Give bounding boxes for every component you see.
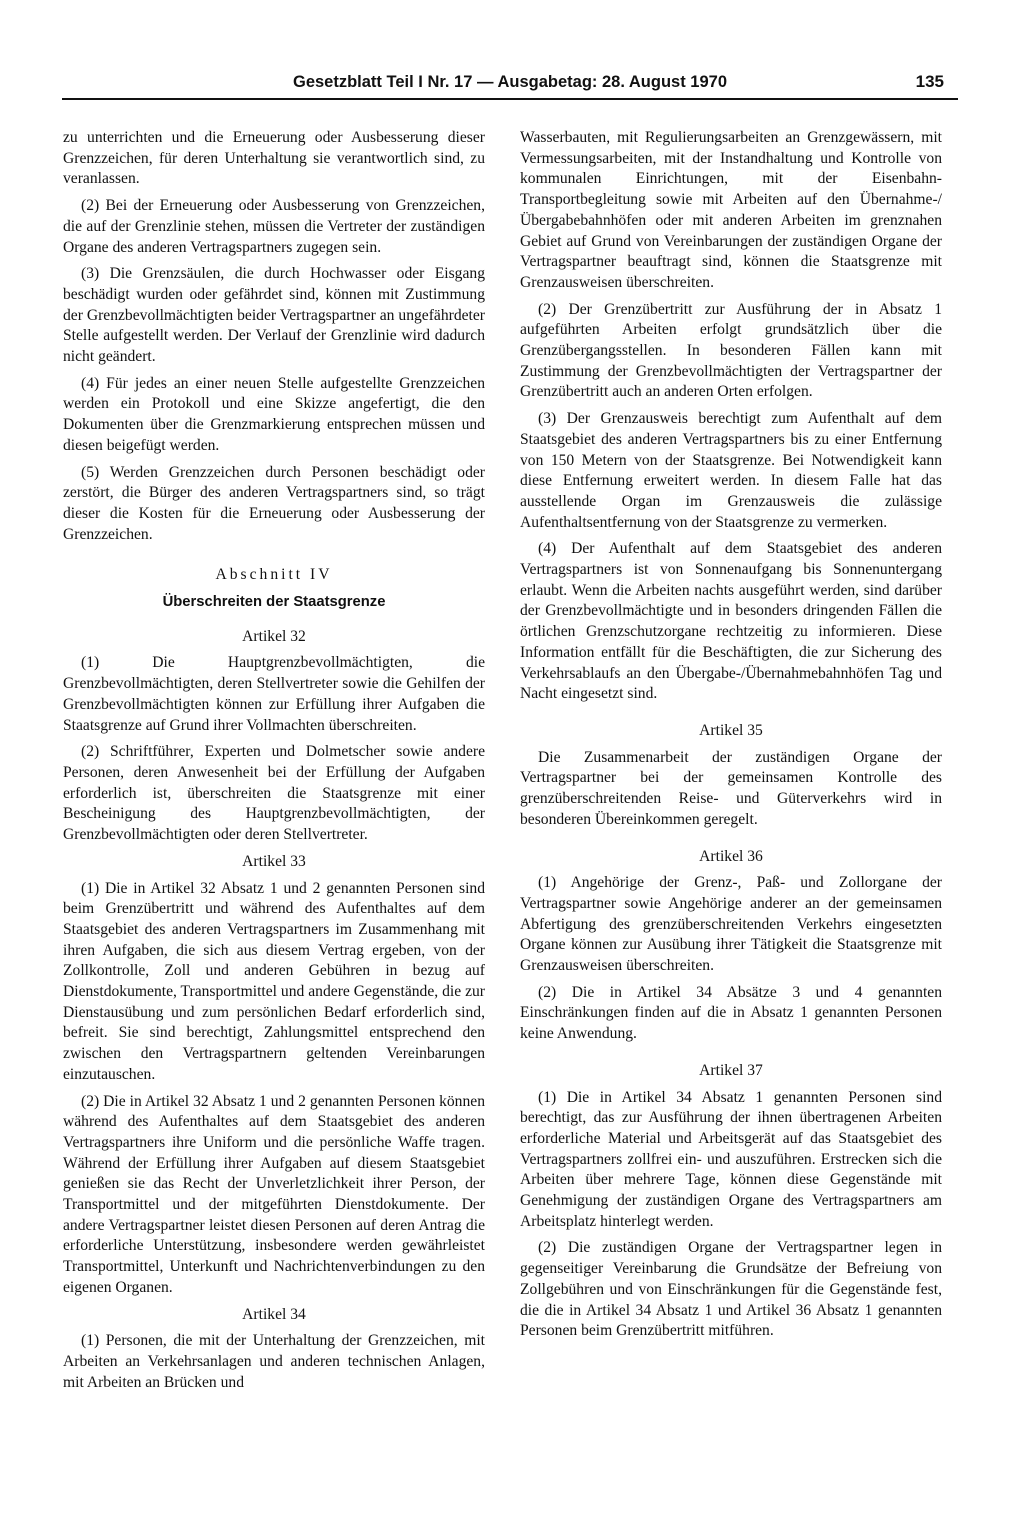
paragraph: (1) Die Hauptgrenzbevollmächtigten, die Grenzbevollmächtigten, deren Stellvertreter sowie die Gehilfen der Grenzbevollmächtigten können zur Erfüllung ihrer Aufgaben die Staatsgrenze auf Grund ihrer Vollmachten überschreiten. — [63, 654, 485, 734]
paragraph: (2) Die in Artikel 32 Absatz 1 und 2 genannten Personen können während des Aufenthaltes auf dem Staatsgebiet des anderen Vertragspartners ihre Uniform und die persönliche Waffe tragen. Während der Erfüllung ihrer Aufgaben auf diesem Staatsgebiet genießen sie das Recht der Unverletzlichkeit ihrer Person, der Transportmittel und der mitgeführten Dienstdokumente. Der andere Vertragspartner leistet diesen Personen auf deren Antrag die erforderliche Unterstützung, insbesondere werden gewährleistet Transportmittel, Unterkunft und Nachrichtenverbindungen zu den eigenen Organen. — [63, 1092, 485, 1296]
article-heading: Artikel 34 — [242, 1305, 306, 1323]
paragraph: (2) Die in Artikel 34 Absätze 3 und 4 genannten Einschränkungen finden auf die in Absatz 1 genannten Personen keine Anwendung. — [520, 983, 942, 1043]
paragraph: (2) Der Grenzübertritt zur Ausführung der in Absatz 1 aufgeführten Arbeiten erfolgt grundsätzlich über die Grenzübergangsstellen. In besonderen Fällen kann mit Zustimmung der Grenzbevollmächtigten der Vertragspartner der Grenzübertritt auch an anderen Orten erfolgen. — [520, 300, 942, 401]
paragraph: (1) Die in Artikel 34 Absatz 1 genannten Personen sind berechtigt, das zur Ausführung der ihnen übertragenen Arbeiten erforderliche Material und Arbeitsgerät auf das Staatsgebiet des Vertragspartners zollfrei ein- und auszuführen. Erstrecken sich die Arbeiten über mehrere Tage, können diese Gegenstände mit Genehmigung der zuständigen Organe des Vertragspartners am Arbeitsplatz hinterlegt werden. — [520, 1088, 942, 1230]
paragraph: (4) Für jedes an einer neuen Stelle aufgestellte Grenzzeichen werden ein Protokoll und eine Skizze angefertigt, die den Dokumenten über die Grenzmarkierung entsprechen müssen und diesen beigefügt werden. — [63, 374, 485, 454]
paragraph: (3) Die Grenzsäulen, die durch Hochwasser oder Eisgang beschädigt wurden oder gefährdet sind, können mit Zustimmung der Grenzbevollmächtigten beider Vertragspartner an ungefährdeter Stelle aufgestellt werden. Der Verlauf der Grenzlinie wird dadurch nicht geändert. — [63, 265, 485, 366]
article-heading: Artikel 37 — [699, 1061, 763, 1079]
paragraph: (3) Der Grenzausweis berechtigt zum Aufenthalt auf dem Staatsgebiet des anderen Vertragspartners bis zu einer Entfernung von 150 Metern von der Staatsgrenze. Bei Notwendigkeit kann diese Entfernung erweitert werden. In diesem Falle hat das ausstellende Organ im Grenzausweis die zulässige Aufenthaltsentfernung von der Staatsgrenze zu vermerken. — [520, 410, 942, 531]
page-header — [62, 72, 958, 100]
right-column — [520, 128, 942, 1348]
section-title: Überschreiten der Staatsgrenze — [162, 594, 386, 611]
paragraph: (4) Der Aufenthalt auf dem Staatsgebiet des anderen Vertragspartners ist von Sonnenaufgang bis Sonnenuntergang erlaubt. Wenn die Arbeiten nachts ausgeführt werden, sind darüber der Grenzbevollmächtigte und in besonders dringenden Fällen die örtlichen Grenzschutzorgane rechtzeitig zu informieren. Diese Information entfällt für die Beschäftigten, die zur Sicherung des Verkehrsablaufs an den Übergabe-/Übernahmebahnhöfen Tag und Nacht eingesetzt sind. — [520, 540, 942, 703]
article-heading: Artikel 36 — [699, 847, 763, 865]
article-heading: Artikel 32 — [242, 627, 306, 645]
article-heading: Artikel 35 — [699, 721, 763, 739]
paragraph: (1) Die in Artikel 32 Absatz 1 und 2 genannten Personen sind beim Grenzübertritt und während des Aufenthaltes auf dem Staatsgebiet des anderen Vertragspartners im Zusammenhang mit ihren Aufgaben, die sich aus diesem Vertrag ergeben, von der Zollkontrolle, Zoll und anderen Gebühren in bezug auf Dienstdokumente, Transportmittel und andere Gegenstände, die zur Dienstausübung und zum persönlichen Bedarf erforderlich sind, befreit. Sie sind berechtigt, Zahlungsmittel entsprechend den zwischen den Vertragspartnern geltenden Vereinbarungen einzutauschen. — [63, 879, 485, 1083]
article-heading: Artikel 33 — [242, 852, 306, 870]
left-column — [63, 128, 485, 1399]
paragraph: (2) Bei der Erneuerung oder Ausbesserung von Grenzzeichen, die auf der Grenzlinie stehen, müssen die Vertreter der zuständigen Organe des anderen Vertragspartners zugegen sein. — [63, 197, 485, 256]
paragraph: Wasserbauten, mit Regulierungsarbeiten an Grenzgewässern, mit Vermessungsarbeiten, mit der Instandhaltung und Kontrolle von kommunalen Einrichtungen, mit der Eisenbahn-Transportbegleitung sowie mit Arbeiten auf den Übernahme-/Übergabebahnhöfen oder mit anderen Arbeiten im grenznahen Gebiet auf Grund von Vereinbarungen der zuständigen Organe der Vertragspartner beauftragt sind, können die Staatsgrenze mit Grenzausweisen überschreiten. — [520, 129, 942, 291]
paragraph: (2) Die zuständigen Organe der Vertragspartner legen in gegenseitiger Vereinbarung die Grundsätze der Befreiung von Zollgebühren und von Einschränkungen für die Gegenstände fest, die die in Artikel 34 Absatz 1 und Artikel 36 Absatz 1 genannten Personen beim Grenzübertritt mitführen. — [520, 1239, 942, 1340]
section-label: Abschnitt IV — [215, 566, 333, 584]
header-title: Gesetzblatt Teil I Nr. 17 — Ausgabetag: 28. August 1970 — [292, 73, 727, 91]
paragraph: (5) Werden Grenzzeichen durch Personen beschädigt oder zerstört, die Bürger des anderen Vertragspartners sind, so trägt dieser die Kosten für die Erneuerung oder Ausbesserung der Grenzzeichen. — [63, 463, 485, 543]
paragraph: zu unterrichten und die Erneuerung oder Ausbesserung dieser Grenzzeichen, für deren Unterhaltung sie verantwortlich sind, zu veranlassen. — [63, 129, 485, 188]
paragraph: Die Zusammenarbeit der zuständigen Organe der Vertragspartner bei der gemeinsamen Kontrolle des grenzüberschreitenden Reise- und Güterverkehrs wird in besonderen Übereinkommen geregelt. — [520, 748, 942, 828]
page-number: 135 — [915, 72, 944, 91]
paragraph: (1) Personen, die mit der Unterhaltung der Grenzzeichen, mit Arbeiten an Verkehrsanlagen und anderen technischen Anlagen, mit Arbeiten an Brücken und — [63, 1332, 485, 1391]
paragraph: (1) Angehörige der Grenz-, Paß- und Zollorgane der Vertragspartner sowie Angehörige anderer an der gemeinsamen Abfertigung des grenzüberschreitenden Verkehrs eingesetzten Organe können zur Ausübung ihrer Tätigkeit die Staatsgrenze mit Grenzausweisen überschreiten. — [520, 874, 942, 975]
paragraph: (2) Schriftführer, Experten und Dolmetscher sowie andere Personen, deren Anwesenheit bei der Erfüllung der Aufgaben erforderlich ist, überschreiten die Staatsgrenze mit einer Bescheinigung des Hauptgrenzbevollmächtigten, der Grenzbevollmächtigten oder deren Stellvertreter. — [63, 743, 485, 844]
